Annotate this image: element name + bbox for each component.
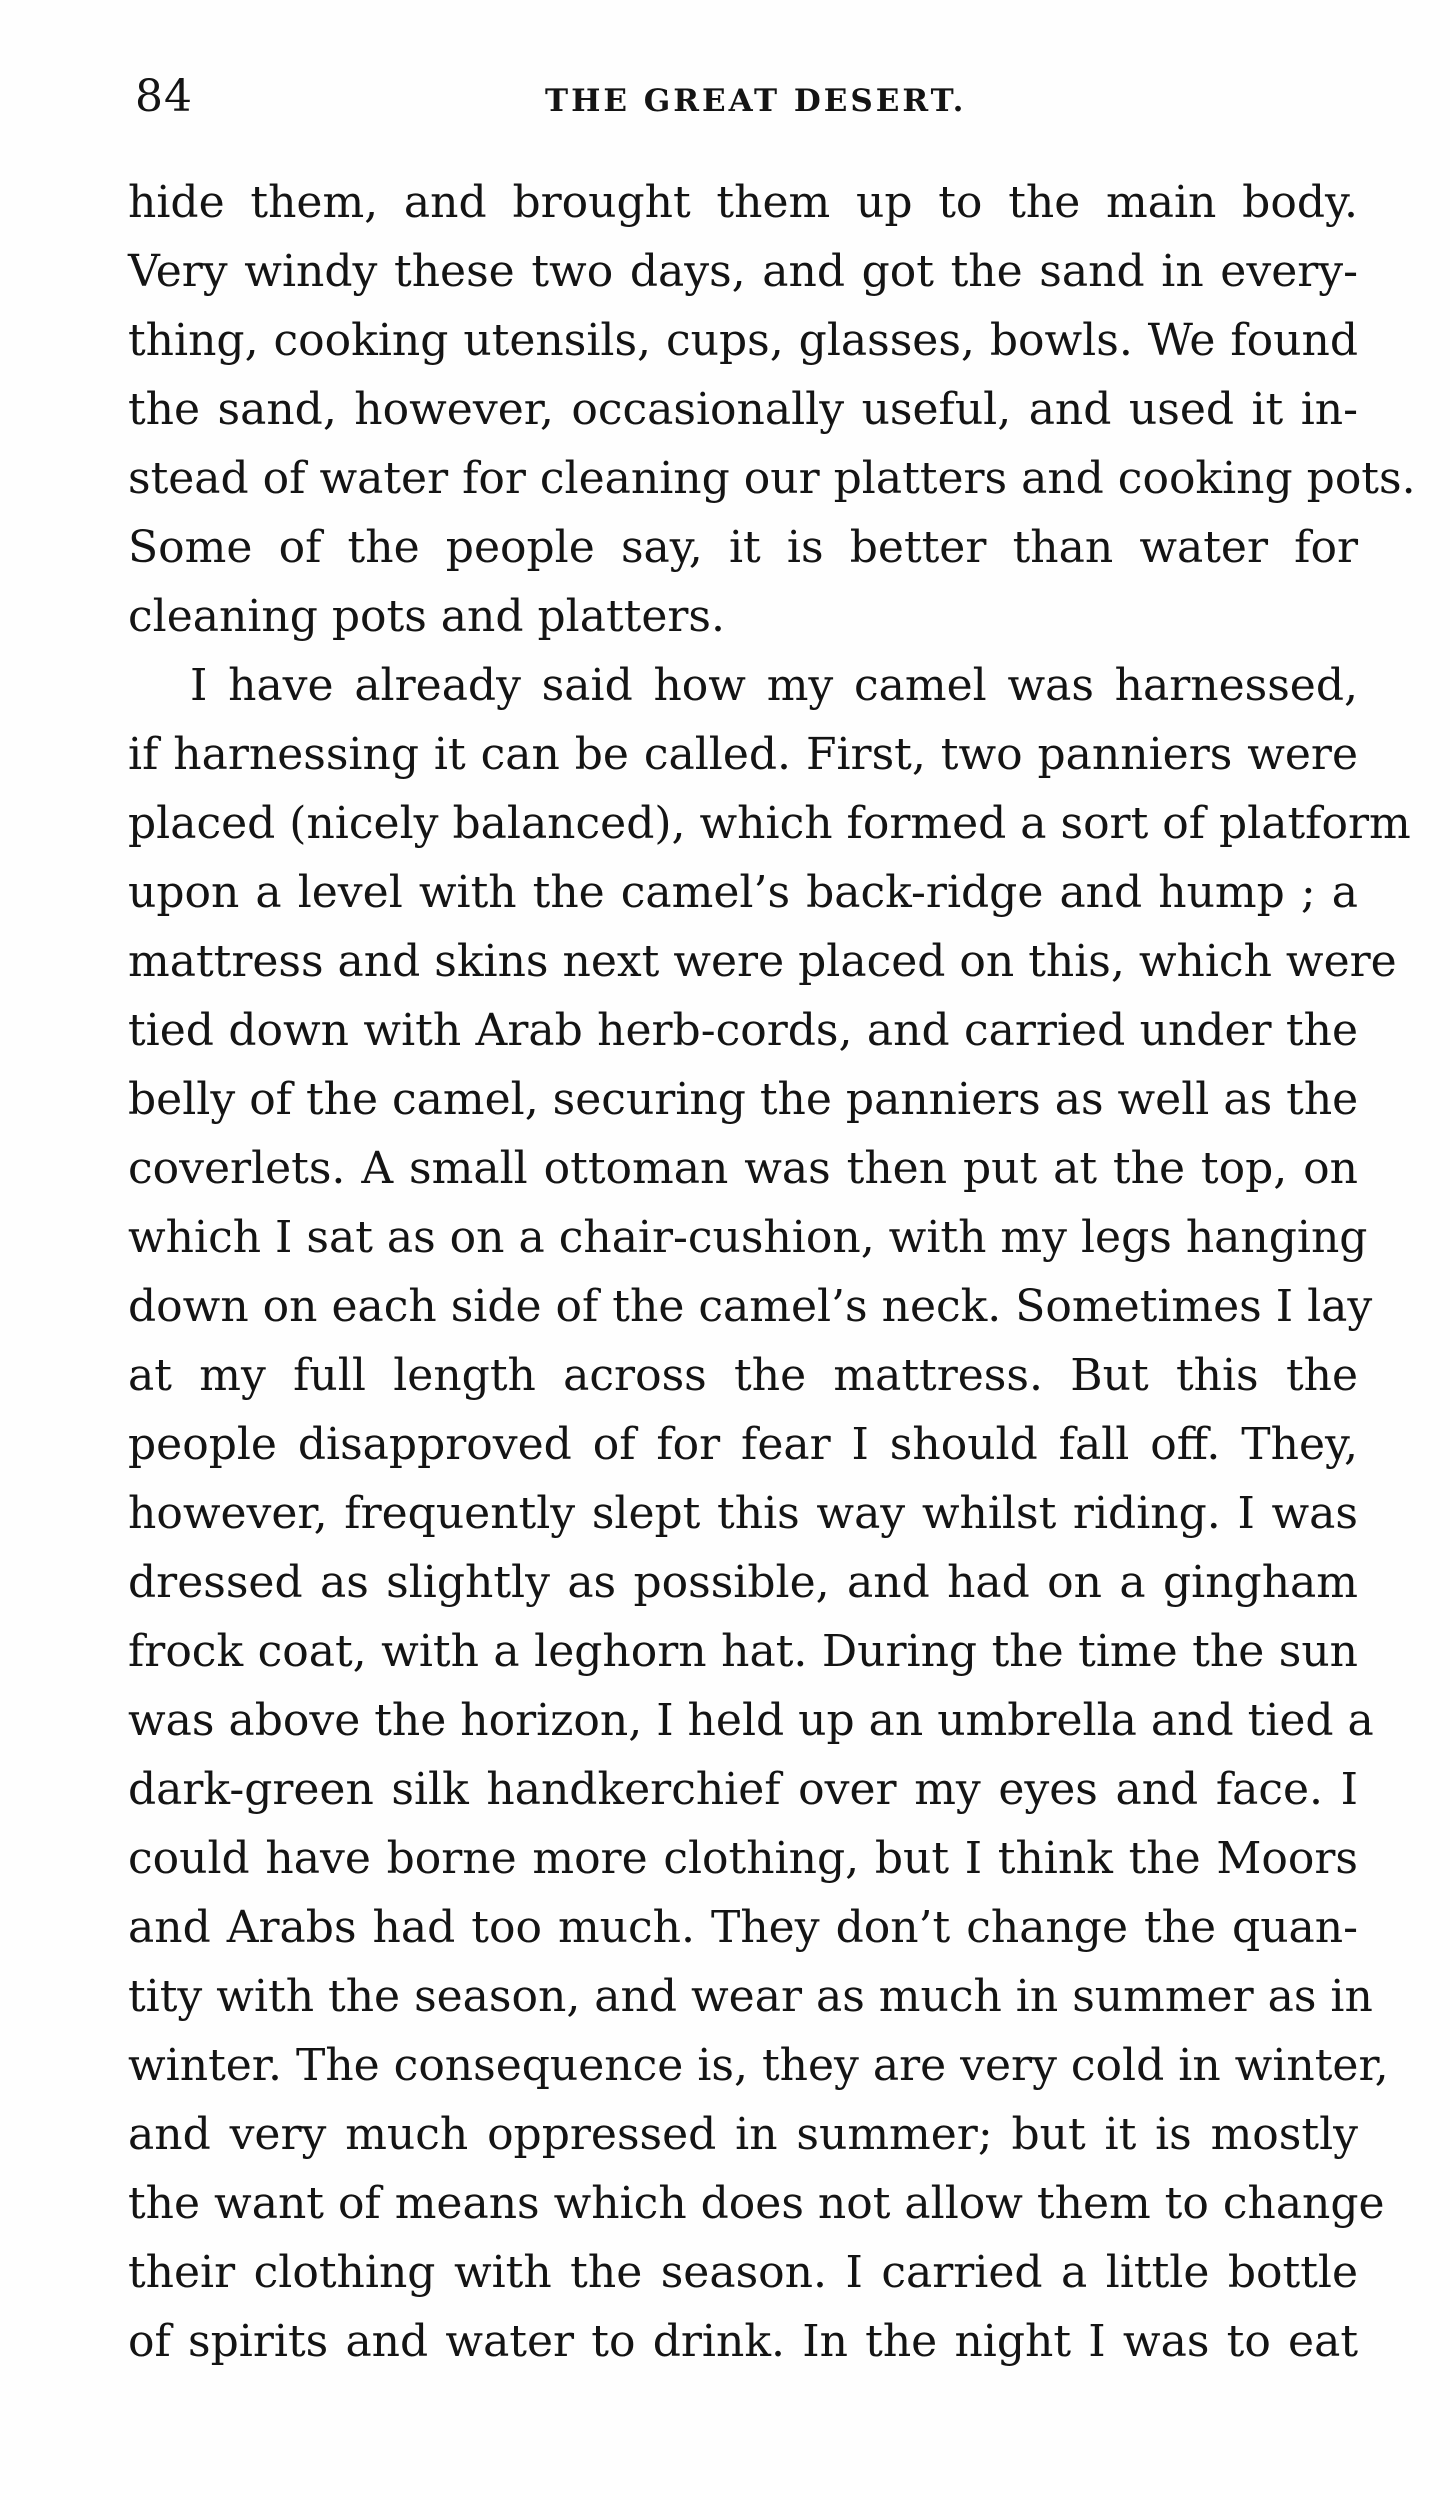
text-line: I have already said how my camel was harnessed, bbox=[190, 660, 1358, 711]
text-line: was above the horizon, I held up an umbrella and tied a bbox=[128, 1695, 1374, 1746]
text-line: upon a level with the camel’s back-ridge and hump ; a bbox=[128, 867, 1358, 918]
running-title: THE GREAT DESERT. bbox=[545, 83, 967, 119]
text-line: their clothing with the season. I carried a little bottle bbox=[128, 2247, 1358, 2298]
text-line: and very much oppressed in summer; but it is mostly bbox=[128, 2109, 1358, 2160]
text-line: hide them, and brought them up to the main body. bbox=[128, 177, 1358, 228]
text-line: people disapproved of for fear I should fall off. They, bbox=[128, 1419, 1358, 1470]
text-line: mattress and skins next were placed on this, which were bbox=[128, 936, 1397, 987]
text-line: of spirits and water to drink. In the night I was to eat bbox=[128, 2316, 1358, 2367]
text-line: and Arabs had too much. They don’t change the quan- bbox=[128, 1902, 1358, 1953]
text-line: belly of the camel, securing the panniers as well as the bbox=[128, 1074, 1359, 1125]
text-line: if harnessing it can be called. First, two panniers were bbox=[128, 729, 1358, 780]
text-line: frock coat, with a leghorn hat. During the time the sun bbox=[128, 1626, 1358, 1677]
text-line: down on each side of the camel’s neck. Sometimes I lay bbox=[128, 1281, 1373, 1332]
text-line: tied down with Arab herb-cords, and carried under the bbox=[128, 1005, 1358, 1056]
text-line: cleaning pots and platters. bbox=[128, 591, 725, 642]
body-text bbox=[128, 168, 1416, 2376]
text-line: dressed as slightly as possible, and had on a gingham bbox=[128, 1557, 1358, 1608]
text-line: Very windy these two days, and got the sand in every- bbox=[128, 246, 1358, 297]
text-line: placed (nicely balanced), which formed a sort of platform bbox=[128, 798, 1411, 849]
page-header bbox=[135, 62, 1355, 132]
text-line: stead of water for cleaning our platters and cooking pots. bbox=[128, 453, 1416, 504]
text-line: tity with the season, and wear as much in summer as in bbox=[128, 1971, 1373, 2022]
text-line: Some of the people say, it is better than water for bbox=[128, 522, 1358, 573]
text-line: which I sat as on a chair-cushion, with my legs hanging bbox=[128, 1212, 1368, 1263]
text-line: the want of means which does not allow them to change bbox=[128, 2178, 1385, 2229]
text-line: coverlets. A small ottoman was then put at the top, on bbox=[128, 1143, 1358, 1194]
text-line: could have borne more clothing, but I think the Moors bbox=[128, 1833, 1358, 1884]
text-line: thing, cooking utensils, cups, glasses, bowls. We found bbox=[128, 315, 1358, 366]
text-line: dark-green silk handkerchief over my eyes and face. I bbox=[128, 1764, 1358, 1815]
text-line: however, frequently slept this way whilst riding. I was bbox=[128, 1488, 1358, 1539]
page-number: 84 bbox=[135, 71, 193, 122]
text-line: at my full length across the mattress. But this the bbox=[128, 1350, 1358, 1401]
text-line: winter. The consequence is, they are very cold in winter, bbox=[128, 2040, 1389, 2091]
text-line: the sand, however, occasionally useful, and used it in- bbox=[128, 384, 1358, 435]
